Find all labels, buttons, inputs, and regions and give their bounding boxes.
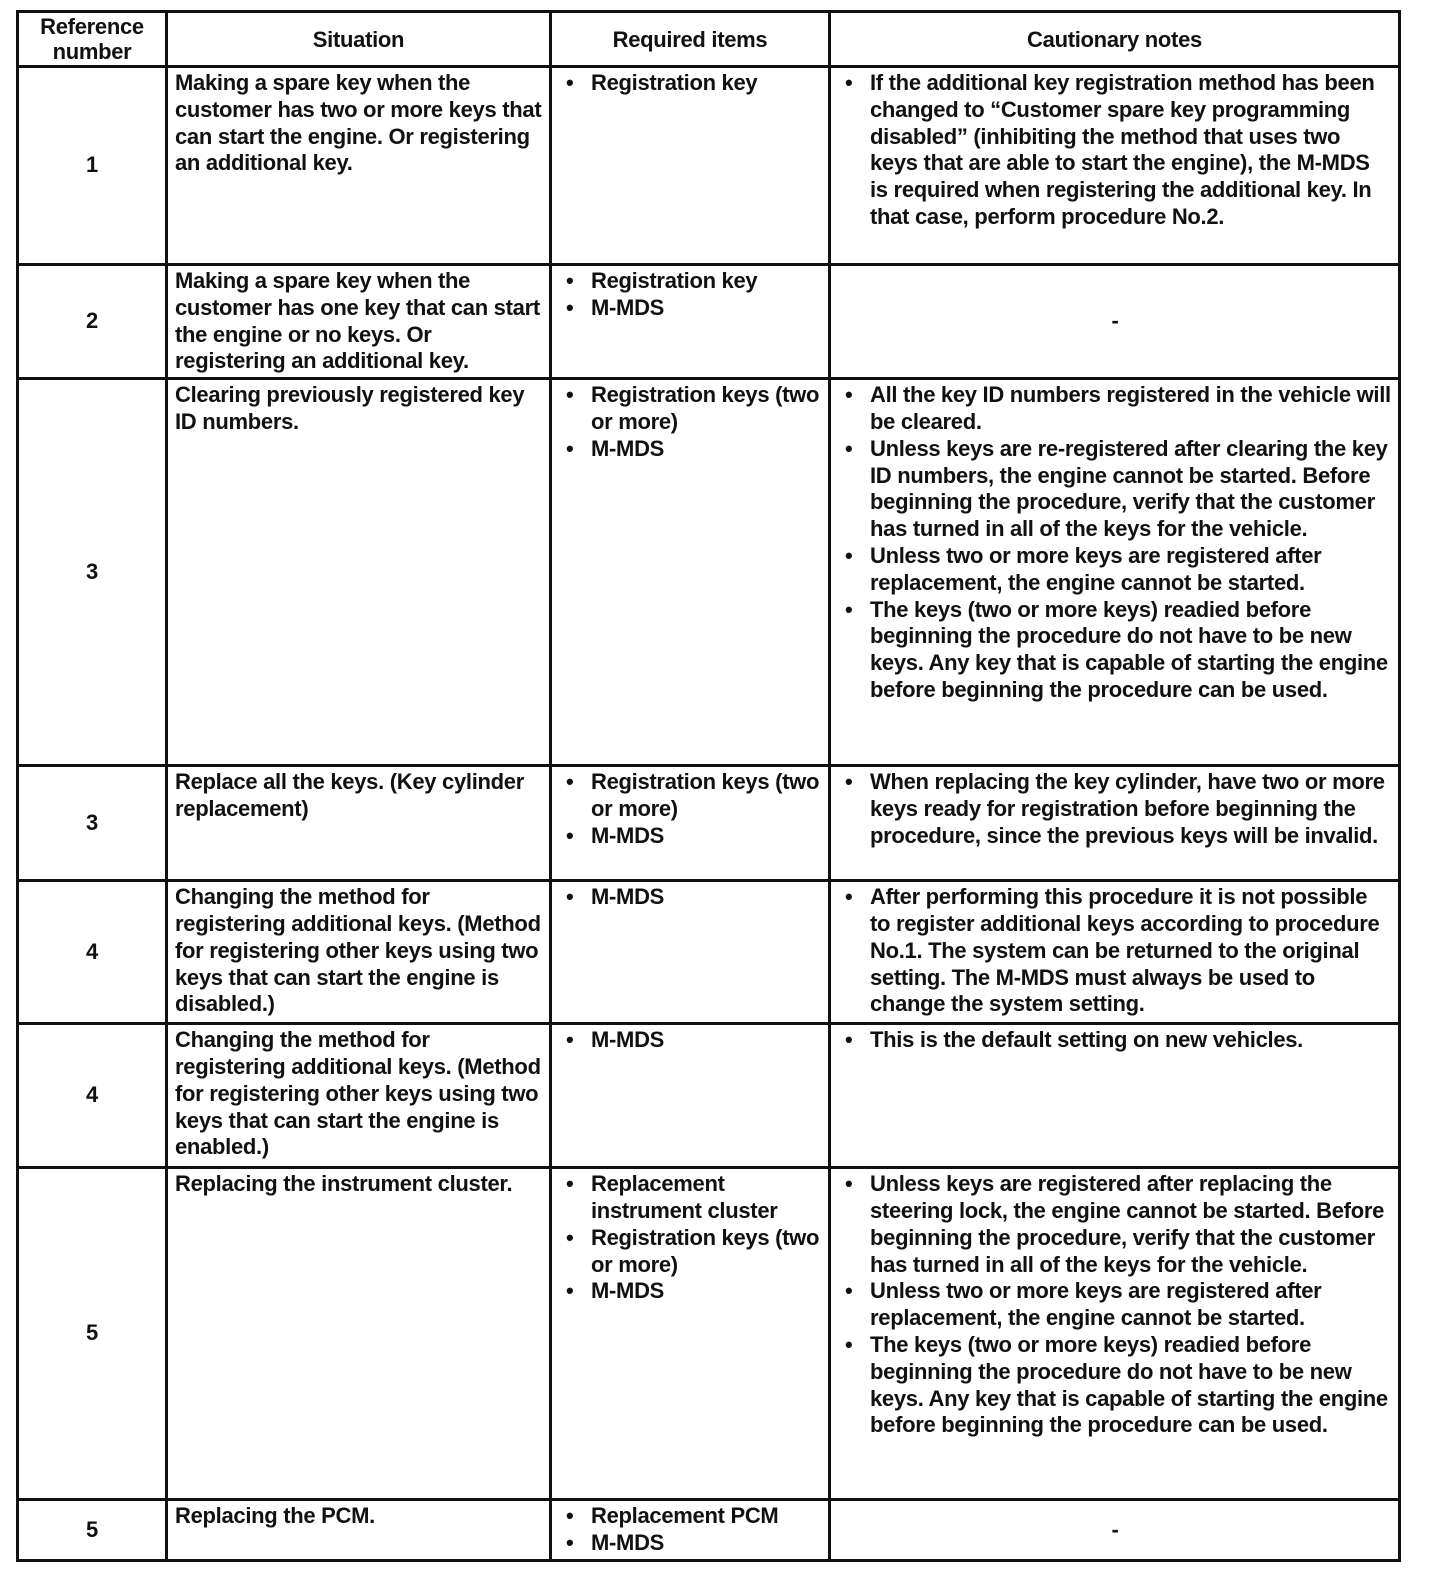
reference-number: 5 [86,1320,98,1346]
situation-cell: Replacing the instrument cluster. [167,1168,551,1500]
reference-number-cell [18,67,167,265]
reference-number-cell [18,379,167,766]
list-item: • Unless two or more keys are registered after replacement, the engine cannot be started. [838,543,1392,597]
list-item: • The keys (two or more keys) readied before beginning the procedure do not have to be new keys. Any key that is capable of starting the engine before beginning the procedure can be used. [838,1332,1392,1439]
list-item: • Registration key [559,70,822,97]
table-body [18,67,1400,1561]
list-item: • If the additional key registration method has been changed to “Customer spare key programming disabled” (inhibiting the method that uses two keys that are able to start the engine), the M-MDS is required when registering the additional key. In that case, perform procedure No.2. [838,70,1392,231]
header-situation: Situation [167,12,551,67]
list-item: • Replacement instrument cluster [559,1171,822,1225]
situation-cell: Making a spare key when the customer has two or more keys that can start the engine. Or registering an additional key. [167,67,551,265]
required-items-list [559,268,822,322]
required-items-cell [551,1024,830,1168]
reference-number: 4 [86,938,98,964]
cautionary-notes-list [838,769,1392,849]
list-item: • M-MDS [559,823,822,850]
required-items-list [559,70,822,97]
list-item: • Registration key [559,268,822,295]
table-row [18,265,1400,379]
header-reference-number: Reference number [18,12,167,67]
reference-number-cell [18,265,167,379]
list-item: • This is the default setting on new vehicles. [838,1027,1392,1054]
table-row [18,379,1400,766]
list-item: • After performing this procedure it is not possible to register additional keys according to procedure No.1. The system can be returned to the original setting. The M-MDS must always be used to change the system setting. [838,884,1392,1018]
cautionary-notes-cell [830,67,1400,265]
list-item: • M-MDS [559,1027,822,1054]
cautionary-notes-list [838,1171,1392,1439]
cautionary-notes-list [838,884,1392,1018]
table-row [18,67,1400,265]
reference-number: 1 [86,152,98,178]
situation-cell: Clearing previously registered key ID numbers. [167,379,551,766]
required-items-cell [551,1168,830,1500]
required-items-list [559,1171,822,1305]
reference-number: 3 [86,558,98,584]
required-items-list [559,1027,822,1054]
situation-cell: Changing the method for registering additional keys. (Method for registering other keys using two keys that can start the engine is disabled.) [167,881,551,1024]
table-row [18,766,1400,881]
cautionary-notes-list [838,1027,1392,1054]
list-item: • M-MDS [559,884,822,911]
reference-number-cell [18,1168,167,1500]
reference-number-cell [18,766,167,881]
required-items-cell [551,881,830,1024]
reference-number-cell [18,1024,167,1168]
reference-number-cell [18,881,167,1024]
list-item: • Registration keys (two or more) [559,769,822,823]
cautionary-notes-cell [830,1168,1400,1500]
header-required-items: Required items [551,12,830,67]
required-items-list [559,1503,822,1557]
required-items-cell [551,379,830,766]
required-items-cell [551,1500,830,1561]
cautionary-notes-list [838,382,1392,704]
list-item: • When replacing the key cylinder, have two or more keys ready for registration before beginning the procedure, since the previous keys will be invalid. [838,769,1392,849]
table-header-row [18,12,1400,67]
reference-number: 5 [86,1516,98,1542]
list-item: • Registration keys (two or more) [559,382,822,436]
situation-cell: Changing the method for registering additional keys. (Method for registering other keys using two keys that can start the engine is enabled.) [167,1024,551,1168]
list-item: • M-MDS [559,1278,822,1305]
table-row [18,1168,1400,1500]
cautionary-notes-cell [830,881,1400,1024]
required-items-list [559,769,822,849]
cautionary-notes-cell: - [830,1500,1400,1561]
required-items-cell [551,766,830,881]
cautionary-notes-cell [830,766,1400,881]
reference-number-cell [18,1500,167,1561]
header-cautionary-notes: Cautionary notes [830,12,1400,67]
situation-cell: Making a spare key when the customer has one key that can start the engine or no keys. Or registering an additional key. [167,265,551,379]
table-row [18,881,1400,1024]
list-item: • Replacement PCM [559,1503,822,1530]
reference-number: 3 [86,809,98,835]
required-items-list [559,884,822,911]
required-items-list [559,382,822,462]
list-item: • Unless keys are registered after replacing the steering lock, the engine cannot be started. Before beginning the procedure, verify that the customer has turned in all of the keys for the vehicle. [838,1171,1392,1278]
situation-cell: Replacing the PCM. [167,1500,551,1561]
list-item: • Registration keys (two or more) [559,1225,822,1279]
required-items-cell [551,265,830,379]
list-item: • M-MDS [559,1530,822,1557]
reference-number: 4 [86,1082,98,1108]
table-row [18,1500,1400,1561]
reference-number: 2 [86,308,98,334]
situation-cell: Replace all the keys. (Key cylinder replacement) [167,766,551,881]
list-item: • Unless two or more keys are registered after replacement, the engine cannot be started. [838,1278,1392,1332]
table-row [18,1024,1400,1168]
required-items-cell [551,67,830,265]
list-item: • The keys (two or more keys) readied before beginning the procedure do not have to be new keys. Any key that is capable of starting the engine before beginning the procedure can be used. [838,597,1392,704]
cautionary-notes-cell: - [830,265,1400,379]
list-item: • All the key ID numbers registered in the vehicle will be cleared. [838,382,1392,436]
cautionary-notes-list [838,70,1392,231]
list-item: • M-MDS [559,295,822,322]
cautionary-notes-cell [830,1024,1400,1168]
list-item: • M-MDS [559,436,822,463]
key-registration-table [16,10,1401,1562]
cautionary-notes-cell [830,379,1400,766]
list-item: • Unless keys are re-registered after clearing the key ID numbers, the engine cannot be started. Before beginning the procedure, verify that the customer has turned in all of the keys for the vehicle. [838,436,1392,543]
